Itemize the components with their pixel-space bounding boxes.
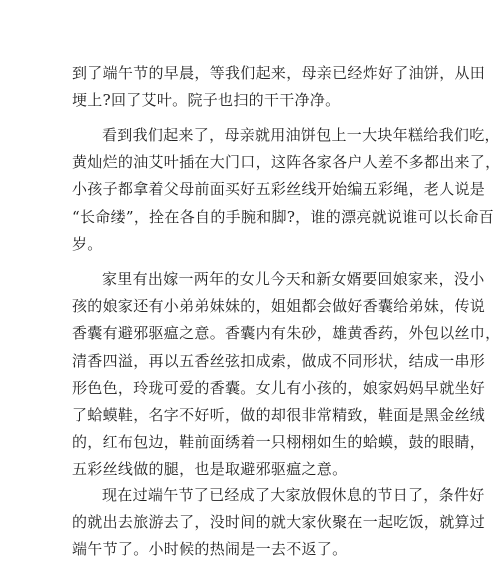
paragraph-line: 的，红布包边，鞋前面绣着一只栩栩如生的蛤蟆，鼓的眼睛， (72, 433, 486, 452)
paragraph-line: 清香四溢，再以五香丝弦扣成索，做成不同形状，结成一串形 (72, 351, 486, 370)
paragraph-line: 黄灿烂的油艾叶插在大门口，这阵各家各户人差不多都出来了， (72, 153, 500, 172)
paragraph-line: 的就出去旅游去了，没时间的就大家伙聚在一起吃饭，就算过 (72, 513, 486, 532)
paragraph-line: 端午节了。小时候的热闹是一去不返了。 (72, 540, 348, 559)
paragraph-2 (72, 122, 500, 258)
paragraph-3 (72, 266, 500, 484)
paragraph-line: 五彩丝线做的腿，也是取避邪驱瘟之意。 (72, 460, 348, 479)
paragraph-line: 家里有出嫁一两年的女儿今天和新女婿要回娘家来，没小 (102, 270, 485, 288)
paragraph-line: 现在过端午节了已经成了大家放假休息的节日了，条件好 (102, 486, 485, 504)
paragraph-line: 孩的娘家还有小弟弟妹妹的，姐姐都会做好香囊给弟妹，传说 (72, 297, 486, 316)
paragraph-line: 小孩子都拿着父母前面买好五彩丝线开始编五彩绳，老人说是 (72, 180, 486, 199)
paragraph-line: 形色色，玲珑可爱的香囊。女儿有小孩的，娘家妈妈早就坐好 (72, 378, 486, 397)
paragraph-1 (72, 60, 486, 114)
paragraph-line: 岁。 (72, 234, 103, 253)
paragraph-4 (72, 482, 486, 564)
paragraph-line: 香囊有避邪驱瘟之意。香囊内有朱砂，雄黄香药，外包以丝巾， (72, 324, 500, 343)
paragraph-line: 到了端午节的早晨，等我们起来，母亲已经炸好了油饼，从田 (72, 64, 486, 82)
paragraph-line: 了蛤蟆鞋，名字不好听，做的却很非常精致，鞋面是黑金丝绒 (72, 405, 486, 424)
paragraph-line: 看到我们起来了，母亲就用油饼包上一大块年糕给我们吃， (102, 126, 500, 144)
paragraph-line: 埂上?回了艾叶。院子也扫的干干净净。 (72, 91, 341, 110)
paragraph-line: “长命缕”，拴在各自的手腕和脚?，谁的漂亮就说谁可以长命百 (72, 207, 495, 226)
